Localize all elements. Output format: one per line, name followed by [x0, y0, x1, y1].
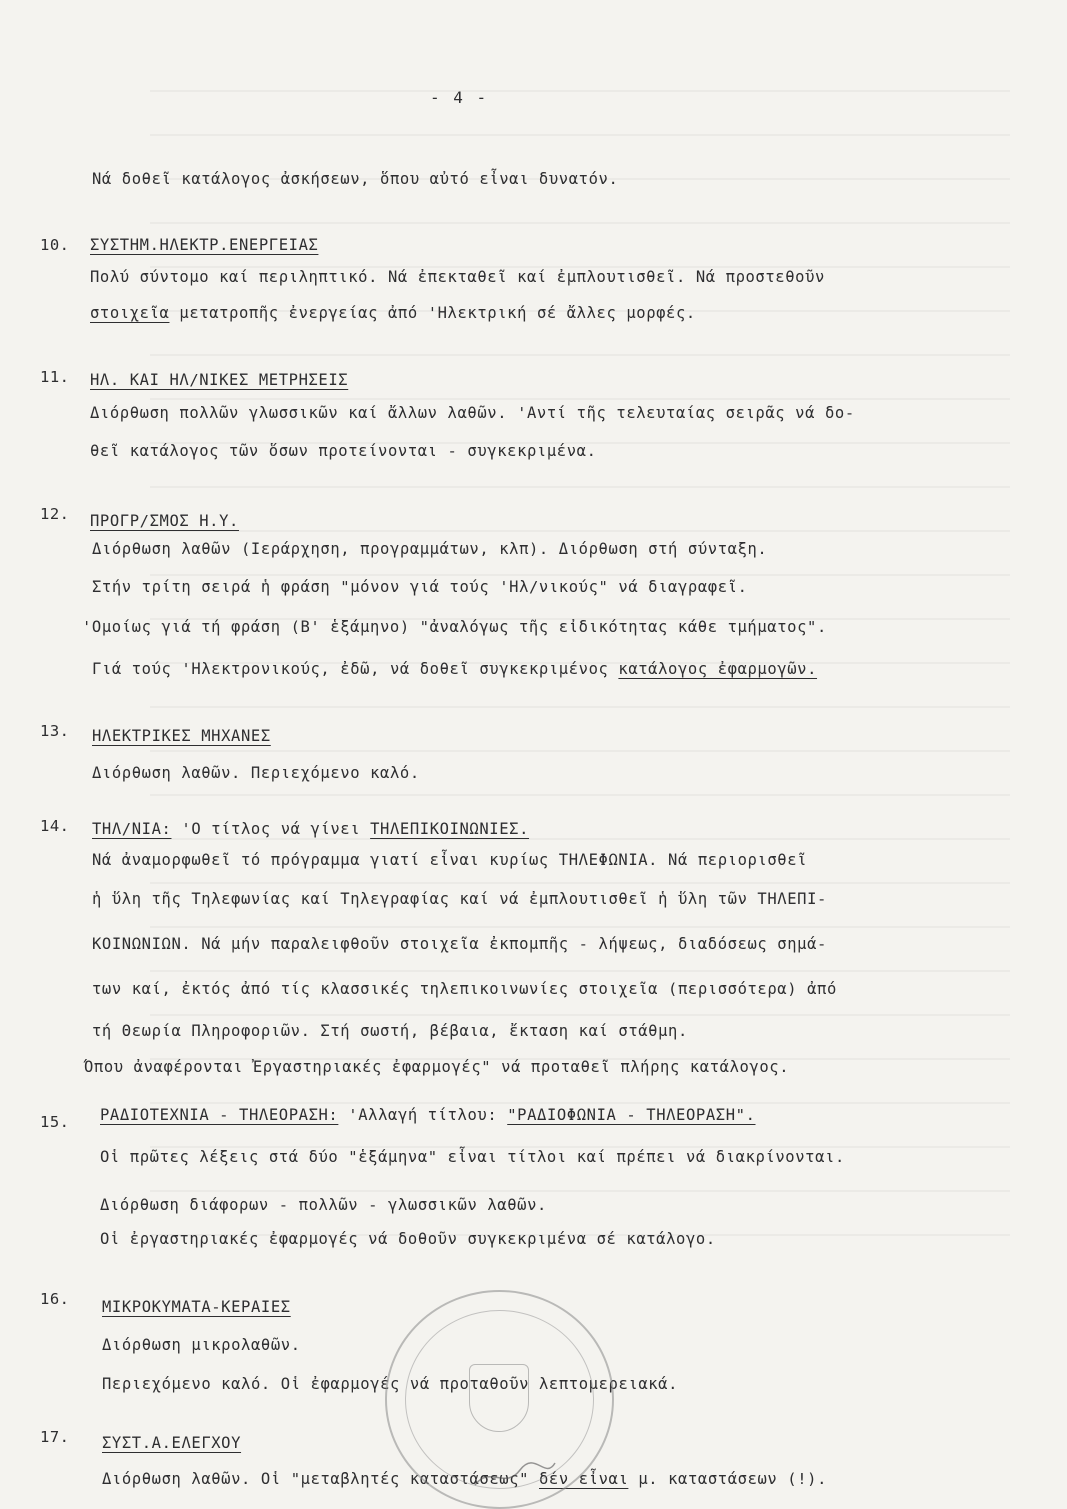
section-14-title: ΤΗΛ/ΝΙΑ:	[92, 820, 172, 838]
section-14-line-1: Νά ἀναμορφωθεῖ τό πρόγραμμα γιατί εἶναι κυρίως ΤΗΛΕΦΩΝΙΑ. Νά περιορισθεῖ	[92, 851, 808, 869]
section-17-title: ΣΥΣΤ.Α.ΕΛΕΓΧΟΥ	[102, 1434, 242, 1452]
section-13-number: 13.	[40, 722, 70, 740]
section-12-line-3: 'Ομοίως γιά τή φράση (Β' ἑξάμηνο) "ἀναλόγως τῆς εἰδικότητας κάθε τμήματος".	[82, 618, 827, 636]
section-14-new-title: ΤΗΛΕΠΙΚΟΙΝΩΝΙΕΣ.	[370, 820, 530, 838]
section-10-line-2b: μετατροπῆς ἐνεργείας ἀπό 'Ηλεκτρική σέ ἄλλες μορφές.	[169, 304, 696, 322]
signature-scribble	[470, 1455, 560, 1495]
section-15-number: 15.	[40, 1113, 70, 1131]
section-14-line-3: ΚΟΙΝΩΝΙΩΝ. Νά μήν παραλειφθοῦν στοιχεῖα ἐκπομπῆς - λήψεως, διαδόσεως σημά-	[92, 935, 827, 953]
section-14-line-6: Όπου ἀναφέρονται Ἐργαστηριακές ἐφαρμογές" νά προταθεῖ πλήρης κατάλογος.	[84, 1058, 790, 1076]
section-11-title: ΗΛ. ΚΑΙ ΗΛ/ΝΙΚΕΣ ΜΕΤΡΗΣΕΙΣ	[90, 371, 349, 389]
section-16-title: ΜΙΚΡΟΚΥΜΑΤΑ-ΚΕΡΑΙΕΣ	[102, 1298, 291, 1316]
section-10-title: ΣΥΣΤΗΜ.ΗΛΕΚΤΡ.ΕΝΕΡΓΕΙΑΣ	[90, 236, 319, 254]
section-15-line-1: Οἱ πρῶτες λέξεις στά δύο "ἑξάμηνα" εἶναι τίτλοι καί πρέπει νά διακρίνονται.	[100, 1148, 845, 1166]
section-12-line-2: Στήν τρίτη σειρά ἡ φράση "μόνον γιά τούς 'Ηλ/νικούς" νά διαγραφεῖ.	[92, 578, 748, 596]
section-17-number: 17.	[40, 1428, 70, 1446]
section-15-line-2: Διόρθωση διάφορων - πολλῶν - γλωσσικῶν λαθῶν.	[100, 1196, 547, 1214]
section-16-number: 16.	[40, 1290, 70, 1308]
section-15-title: ΡΑΔΙΟΤΕΧΝΙΑ - ΤΗΛΕΟΡΑΣΗ:	[100, 1106, 339, 1124]
section-14-line-4: των καί, ἐκτός ἀπό τίς κλασσικές τηλεπικοινωνίες στοιχεῖα (περισσότερα) ἀπό	[92, 980, 837, 998]
section-12-line-4a: Γιά τούς 'Ηλεκτρονικούς, ἐδῶ, νά δοθεῖ συγκεκριμένος	[92, 660, 619, 678]
section-16-line-1: Διόρθωση μικρολαθῶν.	[102, 1336, 301, 1354]
section-15-title-line	[100, 1106, 756, 1124]
section-15-title-mid: 'Αλλαγή τίτλου:	[338, 1106, 508, 1124]
section-10-line-1: Πολύ σύντομο καί περιληπτικό. Νά ἐπεκταθεῖ καί ἐμπλουτισθεῖ. Νά προστεθοῦν	[90, 268, 825, 286]
section-17-line-1c: μ. καταστάσεων (!).	[628, 1470, 828, 1488]
section-17-line-1b: δέν εἶναι	[539, 1470, 629, 1488]
section-15-new-title: "ΡΑΔΙΟΦΩΝΙΑ - ΤΗΛΕΟΡΑΣΗ".	[507, 1106, 756, 1124]
page-number: - 4 -	[430, 88, 489, 107]
section-16-line-2: Περιεχόμενο καλό. Οἱ ἐφαρμογές νά προταθοῦν λεπτομερειακά.	[102, 1375, 679, 1393]
section-11-line-1: Διόρθωση πολλῶν γλωσσικῶν καί ἄλλων λαθῶν. 'Αντί τῆς τελευταίας σειρᾶς νά δο-	[90, 404, 855, 422]
section-15-line-3: Οἱ ἐργαστηριακές ἐφαρμογές νά δοθοῦν συγκεκριμένα σέ κατάλογο.	[100, 1230, 716, 1248]
section-12-number: 12.	[40, 505, 70, 523]
stamp-crest-icon	[469, 1364, 529, 1432]
section-14-title-mid: 'Ο τίτλος νά γίνει	[171, 820, 371, 838]
section-10-line-2	[90, 304, 696, 322]
section-14-title-line	[92, 820, 529, 838]
section-13-title: ΗΛΕΚΤΡΙΚΕΣ ΜΗΧΑΝΕΣ	[92, 727, 271, 745]
section-17-line-1a: Διόρθωση λαθῶν. Οἱ "μεταβλητές καταστάσεως"	[102, 1470, 539, 1488]
section-11-line-2: θεῖ κατάλογος τῶν ὅσων προτείνονται - συγκεκριμένα.	[90, 442, 597, 460]
section-12-title: ΠΡΟΓΡ/ΣΜΟΣ Η.Υ.	[90, 512, 239, 530]
section-14-line-5: τή Θεωρία Πληροφοριῶν. Στή σωστή, βέβαια, ἔκταση καί στάθμη.	[92, 1022, 688, 1040]
section-13-line-1: Διόρθωση λαθῶν. Περιεχόμενο καλό.	[92, 764, 420, 782]
section-12-line-4	[92, 660, 817, 678]
section-12-line-1: Διόρθωση λαθῶν (Ιεράρχηση, προγραμμάτων, κλπ). Διόρθωση στή σύνταξη.	[92, 540, 768, 558]
intro-line: Νά δοθεῖ κατάλογος ἀσκήσεων, ὅπου αὐτό εἶναι δυνατόν.	[92, 170, 619, 188]
section-12-line-4b: κατάλογος ἐφαρμογῶν.	[618, 660, 818, 678]
section-11-number: 11.	[40, 368, 70, 386]
section-14-number: 14.	[40, 817, 70, 835]
section-10-number: 10.	[40, 236, 70, 254]
section-14-line-2: ἡ ὕλη τῆς Τηλεφωνίας καί Τηλεγραφίας καί νά ἐμπλουτισθεῖ ἡ ὕλη τῶν ΤΗΛΕΠΙ-	[92, 890, 827, 908]
section-10-line-2a: στοιχεῖα	[90, 304, 170, 322]
